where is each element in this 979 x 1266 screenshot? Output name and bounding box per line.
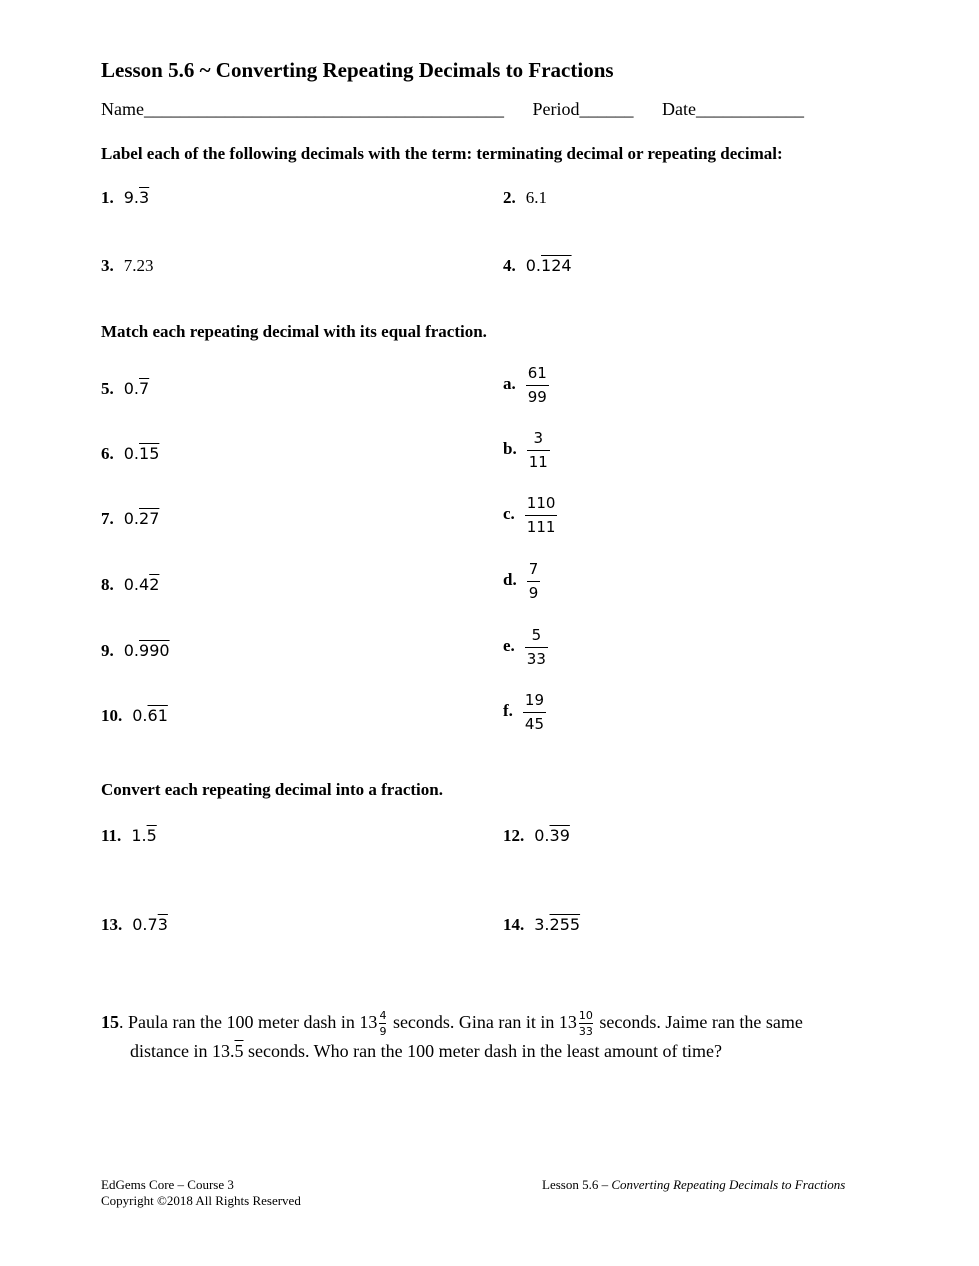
repeating-digits: 2 [149,575,160,594]
repeating-digits: 124 [541,256,572,275]
copyright: Copyright ©2018 All Rights Reserved [101,1193,301,1208]
decimal-whole: 0. [534,826,550,845]
repeating-digits: 7 [139,379,150,398]
problem-number: 14. [503,915,525,934]
problem-number: 3. [101,256,114,275]
problem-text: seconds. Jaime ran the same [594,1012,803,1032]
problem-4 [503,256,572,276]
decimal-whole: 0. [123,509,140,528]
problem-number: 1. [101,188,114,207]
choice-letter: f. [503,701,513,721]
choice-letter: c. [503,504,515,524]
choice-letter: e. [503,636,515,656]
decimal-whole: 0.4 [123,575,150,594]
section2-instruction: Match each repeating decimal with its equal fraction. [101,322,487,341]
choice-c [503,496,557,535]
choice-letter: b. [503,439,517,459]
repeating-digits: 5 [146,826,157,845]
footer-right [542,1177,845,1193]
numerator: 7 [528,560,539,578]
decimal-whole: 3. [534,915,550,934]
fraction [525,496,558,535]
fraction [526,366,549,405]
numerator: 10 [578,1009,593,1023]
numerator: 19 [524,691,545,709]
name-field[interactable]: ________________________________________ [143,99,504,119]
name-label: Name [101,99,144,119]
choice-d [503,562,540,601]
decimal-whole: 0. [525,256,542,275]
footer-lesson-title: Converting Repeating Decimals to Fractions [611,1177,846,1192]
repeating-digits: 3 [139,188,150,207]
decimal-value: 7.23 [123,256,154,275]
choice-e [503,628,548,667]
problem-number: 9. [101,641,114,660]
fraction [523,693,546,732]
repeating-digits: 39 [549,826,570,845]
problem-1 [101,188,149,208]
decimal-whole: 1. [131,826,147,845]
choice-b [503,431,550,470]
date-label: Date [661,99,696,119]
problem-text: seconds. Who ran the 100 meter dash in the least amount of time? [243,1041,723,1062]
decimal-whole: 9. [123,188,140,207]
problem-3 [101,256,154,276]
denominator: 33 [525,647,548,667]
problem-9 [101,641,170,661]
problem-14 [503,915,580,935]
decimal-value: 6.1 [525,188,547,207]
problem-2 [503,188,547,208]
gina-fraction [579,1010,593,1037]
problem-6 [101,444,159,464]
problem-12 [503,826,570,846]
denominator: 9 [379,1025,387,1039]
page-title: Lesson 5.6 ~ Converting Repeating Decimals to Fractions [101,58,614,82]
denominator: 11 [527,450,550,470]
footer-lesson-prefix: Lesson 5.6 – [542,1177,612,1192]
problem-number: 8. [101,575,114,594]
fraction [527,431,550,470]
problem-15-line2 [101,1037,881,1066]
fraction [525,628,548,667]
problem-5 [101,379,149,399]
paula-fraction [379,1010,386,1037]
problem-number: 13. [101,915,123,934]
denominator: 45 [523,712,546,732]
numerator: 110 [526,494,556,512]
choice-letter: d. [503,570,517,590]
problem-text: distance in 13. [130,1041,235,1062]
denominator: 99 [526,385,549,405]
repeating-digits: 5 [234,1041,244,1062]
decimal-whole: 0. [123,444,140,463]
problem-13 [101,915,168,935]
repeating-digits: 61 [147,706,168,725]
problem-number: 7. [101,509,114,528]
decimal-whole: 0. [123,379,140,398]
problem-number: 6. [101,444,114,463]
problem-number: 10. [101,706,123,725]
repeating-digits: 15 [139,444,160,463]
numerator: 5 [531,626,542,644]
decimal-whole: 0.7 [132,915,158,934]
date-field[interactable]: ____________ [695,99,804,119]
problem-10 [101,706,168,726]
choice-letter: a. [503,374,516,394]
problem-number: 5. [101,379,114,398]
section1-instruction: Label each of the following decimals with the term: terminating decimal or repeating decimal: [101,144,783,163]
footer-left [101,1177,301,1209]
problem-7 [101,509,159,529]
period-label: Period [532,99,580,119]
repeating-digits: 3 [157,915,168,934]
course-name: EdGems Core – Course 3 [101,1177,234,1192]
decimal-whole: 0. [123,641,140,660]
choice-f [503,693,546,732]
period-field[interactable]: ______ [579,99,634,119]
denominator: 33 [578,1025,593,1039]
repeating-digits: 27 [139,509,160,528]
fraction [527,562,541,601]
numerator: 61 [527,364,547,382]
section3-instruction: Convert each repeating decimal into a fraction. [101,780,443,799]
problem-8 [101,575,159,595]
denominator: 111 [525,515,558,535]
choice-a [503,366,549,405]
numerator: 3 [533,429,544,447]
problem-text: . Paula ran the 100 meter dash in 13 [119,1012,378,1032]
repeating-digits: 255 [549,915,581,934]
decimal-whole: 0. [132,706,148,725]
problem-number: 4. [503,256,516,275]
problem-11 [101,826,157,846]
student-info-line [101,99,881,120]
repeating-digits: 990 [139,641,170,660]
problem-15-line1 [101,1008,881,1037]
problem-number: 11. [101,826,122,845]
problem-text: seconds. Gina ran it in 13 [388,1012,577,1032]
problem-number: 12. [503,826,525,845]
denominator: 9 [527,581,541,601]
numerator: 4 [379,1009,387,1023]
problem-number: 15 [101,1012,119,1032]
problem-15 [101,1008,881,1066]
problem-number: 2. [503,188,516,207]
